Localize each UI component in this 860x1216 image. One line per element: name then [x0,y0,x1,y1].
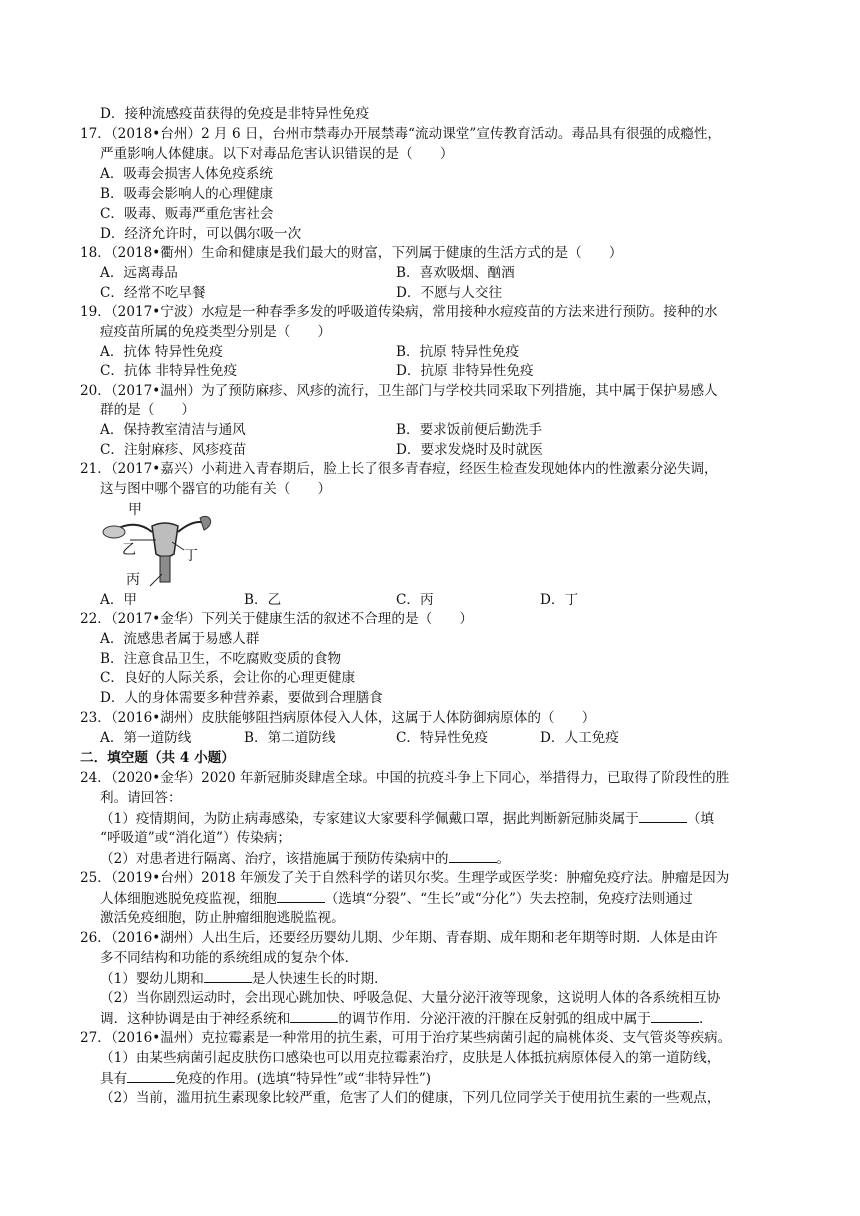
section-heading: 二．填空题（共 4 小题） [80,750,235,766]
q23-option-b: B．第二道防线 [244,730,336,746]
q27-part1: （1）由某些病菌引起皮肤伤口感染也可以用克拉霉素治疗，皮肤是人体抵抗病原体侵入的第一道防线， [100,1050,721,1066]
q24-part1 [100,808,714,828]
q19-option-b: B．抗原 特异性免疫 [396,344,520,360]
q26-part2-end: ． [698,1011,713,1027]
q17-option-c: C．吸毒、贩毒严重危害社会 [100,206,274,222]
q21-stem: 21．（2017•嘉兴）小莉进入青春期后，脸上长了很多青春痘，经医生检查发现她体内的性激素分泌失调， [80,461,718,477]
q26-part1-suffix: 是人快速生长的时期． [251,971,388,987]
answer-blank[interactable] [290,1008,338,1023]
q18-option-d: D．不愿与人交往 [396,285,503,301]
q19-option-a: A．抗体 特异性免疫 [100,344,223,360]
q26-stem-cont: 多不同结构和功能的系统组成的复杂个体． [100,950,359,966]
q20-option-c: C．注射麻疹、风疹疫苗 [100,442,247,458]
q18-option-a: A．远离毒品 [100,265,178,281]
q25-stem-cont [100,888,693,908]
q26-part1-text: （1）婴幼儿期和 [100,971,204,987]
q24-part1-text: （1）疫情期间，为防止病毒感染，专家建议大家要科学佩戴口罩，据此判断新冠肺炎属于 [100,811,639,827]
answer-blank[interactable] [449,848,497,863]
q24-part1-cont: “呼吸道”或“消化道”）传染病； [100,830,291,846]
q27-stem: 27．（2016•温州）克拉霉素是一种常用的抗生素，可用于治疗某些病菌引起的扁桃体炎、支气管炎等疾病。 [80,1030,732,1046]
answer-blank[interactable] [651,1008,699,1023]
q20-option-b: B．要求饭前便后勤洗手 [396,422,542,438]
reproductive-system-figure [100,502,218,590]
q24-stem-cont: 利。请回答： [100,790,182,806]
q24-part2-suffix: 。 [496,851,511,867]
q17-stem: 17．（2018•台州）2 月 6 日，台州市禁毒办开展禁毒“流动课堂”宣传教育活动。毒品具有很强的成瘾性， [80,126,722,142]
q18-option-b: B．喜欢吸烟、酗酒 [396,265,515,281]
q23-option-d: D．人工免疫 [540,730,619,746]
label-bing: 丙 [126,572,140,588]
q23-stem: 23．（2016•湖州）皮肤能够阻挡病原体侵入人体，这属于人体防御病原体的（ ） [80,710,596,726]
q21-option-c: C．丙 [396,592,434,608]
q19-stem: 19．（2017•宁波）水痘是一种春季多发的呼吸道传染病，常用接种水痘疫苗的方法来进行预防。接种的水 [80,304,718,320]
answer-blank[interactable] [204,968,252,983]
q18-stem: 18．（2018•衢州）生命和健康是我们最大的财富，下列属于健康的生活方式的是（ ） [80,245,623,261]
q23-option-a: A．第一道防线 [100,730,192,746]
q25-suffix: （选填“分裂”、“生长”或“分化”）失去控制，免疫疗法则通过 [324,891,693,907]
answer-blank[interactable] [639,808,687,823]
q22-option-b: B．注意食品卫生，不吃腐败变质的食物 [100,651,342,667]
q25-stem: 25．（2019•台州）2018 年颁发了关于自然科学的诺贝尔奖。生理学或医学奖：肿瘤免疫疗法。肿瘤是因为 [80,870,730,886]
q26-part2-mid: 的调节作用．分泌汗液的汗腺在反射弧的组成中属于 [338,1011,651,1027]
q27-part1-text: 具有 [100,1071,128,1087]
q25-text: 人体细胞逃脱免疫监视，细胞 [100,891,277,907]
q22-stem: 22．（2017•金华）下列关于健康生活的叙述不合理的是（ ） [80,611,473,627]
q26-part1 [100,968,388,988]
q20-stem-cont: 群的是（ ） [100,402,196,418]
q21-option-b: B．乙 [244,592,282,608]
q21-option-a: A．甲 [100,592,138,608]
q21-stem-cont: 这与图中哪个器官的功能有关（ ） [100,481,332,497]
q21-option-d: D．丁 [540,592,579,608]
label-jia: 甲 [128,502,142,518]
q20-stem: 20．（2017•温州）为了预防麻疹、风疹的流行，卫生部门与学校共同采取下列措施，其中属于保护易感人 [80,383,718,399]
q19-option-c: C．抗体 非特异性免疫 [100,363,238,379]
q24-part1-suffix: （填 [686,811,714,827]
q18-option-c: C．经常不吃早餐 [100,285,206,301]
q26-part2: （2）当你剧烈运动时，会出现心跳加快、呼吸急促、大量分泌汗液等现象，这说明人体的各系统相互协 [100,990,721,1006]
q27-part1-cont [100,1068,431,1088]
q27-part1-suffix: 免疫的作用。(选填“特异性”或“非特异性”) [175,1071,432,1087]
q23-option-c: C．特异性免疫 [396,730,488,746]
q20-option-a: A．保持教室清洁与通风 [100,422,246,438]
q24-stem: 24．（2020•金华）2020 年新冠肺炎肆虐全球。中国的抗疫斗争上下同心，举措得力，已取得了阶段性的胜 [80,770,730,786]
q24-part2-text: （2）对患者进行隔离、治疗，该措施属于预防传染病中的 [100,851,449,867]
q20-option-d: D．要求发烧时及时就医 [396,442,543,458]
q17-stem-cont: 严重影响人体健康。以下对毒品危害认识错误的是（ ） [100,146,454,162]
answer-blank[interactable] [277,888,325,903]
q26-part2-cont [100,1008,713,1028]
q26-part2-text: 调．这种协调是由于神经系统和 [100,1011,291,1027]
q19-stem-cont: 痘疫苗所属的免疫类型分别是（ ） [100,324,332,340]
q22-option-d: D．人的身体需要多种营养素，要做到合理膳食 [100,690,383,706]
q26-stem: 26．（2016•湖州）人出生后，还要经历婴幼儿期、少年期、青春期、成年期和老年期等时期．人体是由许 [80,930,718,946]
q17-option-a: A．吸毒会损害人体免疫系统 [100,166,273,182]
label-ding: 丁 [184,548,198,564]
q16-option-d: D．接种流感疫苗获得的免疫是非特异性免疫 [100,106,370,122]
answer-blank[interactable] [127,1068,175,1083]
q22-option-a: A．流感患者属于易感人群 [100,631,260,647]
q25-stem-end: 激活免疫细胞，防止肿瘤细胞逃脱监视。 [100,910,345,926]
q27-part2: （2）当前，滥用抗生素现象比较严重，危害了人们的健康，下列几位同学关于使用抗生素的一些观点， [100,1090,721,1106]
q17-option-d: D．经济允许时，可以偶尔吸一次 [100,226,302,242]
q24-part2 [100,848,510,868]
q22-option-c: C．良好的人际关系，会让你的心理更健康 [100,670,356,686]
q17-option-b: B．吸毒会影响人的心理健康 [100,186,274,202]
q19-option-d: D．抗原 非特异性免疫 [396,363,534,379]
label-yi: 乙 [122,542,136,558]
